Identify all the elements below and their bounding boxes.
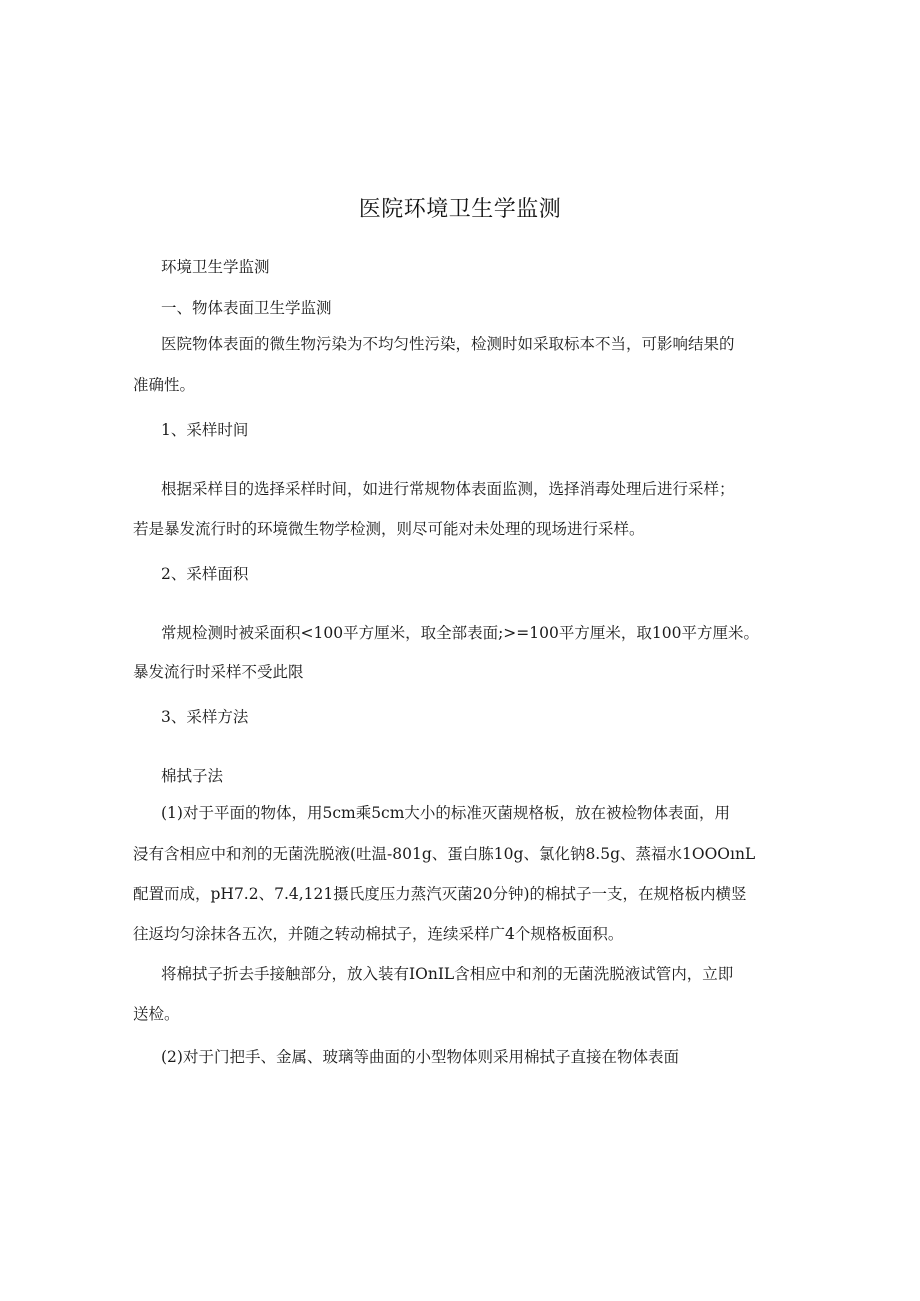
subheading-sampling-method: 3、采样方法 [161, 708, 249, 726]
subheading-swab-method: 棉拭子法 [161, 767, 224, 785]
paragraph-line: 根据采样目的选择采样时间，如进行常规物体表面监测，选择消毒处理后进行采样； [161, 480, 735, 498]
paragraph-line: 送检。 [133, 1005, 180, 1023]
paragraph-line: 准确性。 [133, 376, 196, 394]
paragraph-line: (1)对于平面的物体，用5cm乘5cm大小的标准灭菌规格板，放在被检物体表面，用 [161, 804, 730, 822]
subheading-sampling-area: 2、采样面积 [161, 565, 249, 583]
subheading-sampling-time: 1、采样时间 [161, 421, 249, 439]
document-title: 医院环境卫生学监测 [358, 197, 562, 222]
paragraph-line: 浸有含相应中和剂的无菌洗脱液(吐温-801g、蛋白胨10g、氯化钠8.5g、蒸福水1OOOınL [133, 845, 756, 863]
paragraph-line: 暴发流行时采样不受此限 [133, 663, 304, 681]
paragraph-line: 将棉拭子折去手接触部分，放入装有IOnIL含相应中和剂的无菌洗脱液试管内，立即 [161, 965, 734, 983]
paragraph-line: 医院物体表面的微生物污染为不均匀性污染，检测时如采取标本不当，可影响结果的 [161, 335, 735, 353]
paragraph-line: 若是暴发流行时的环境微生物学检测，则尽可能对未处理的现场进行采样。 [133, 520, 645, 538]
paragraph-line: 配置而成，pH7.2、7.4,121摄氏度压力蒸汽灭菌20分钟)的棉拭子一支，在规格板内横竖 [133, 885, 747, 903]
paragraph-heading-env: 环境卫生学监测 [161, 258, 270, 276]
paragraph-line: 往返均匀涂抹各五次，并随之转动棉拭子，连续采样广4个规格板面积。 [133, 925, 624, 943]
section-heading-surface: 一、物体表面卫生学监测 [161, 299, 332, 317]
paragraph-line: (2)对于门把手、金属、玻璃等曲面的小型物体则采用棉拭子直接在物体表面 [161, 1048, 679, 1066]
paragraph-line: 常规检测时被采面积<100平方厘米，取全部表面;>=100平方厘米，取100平方厘米。 [161, 624, 759, 642]
